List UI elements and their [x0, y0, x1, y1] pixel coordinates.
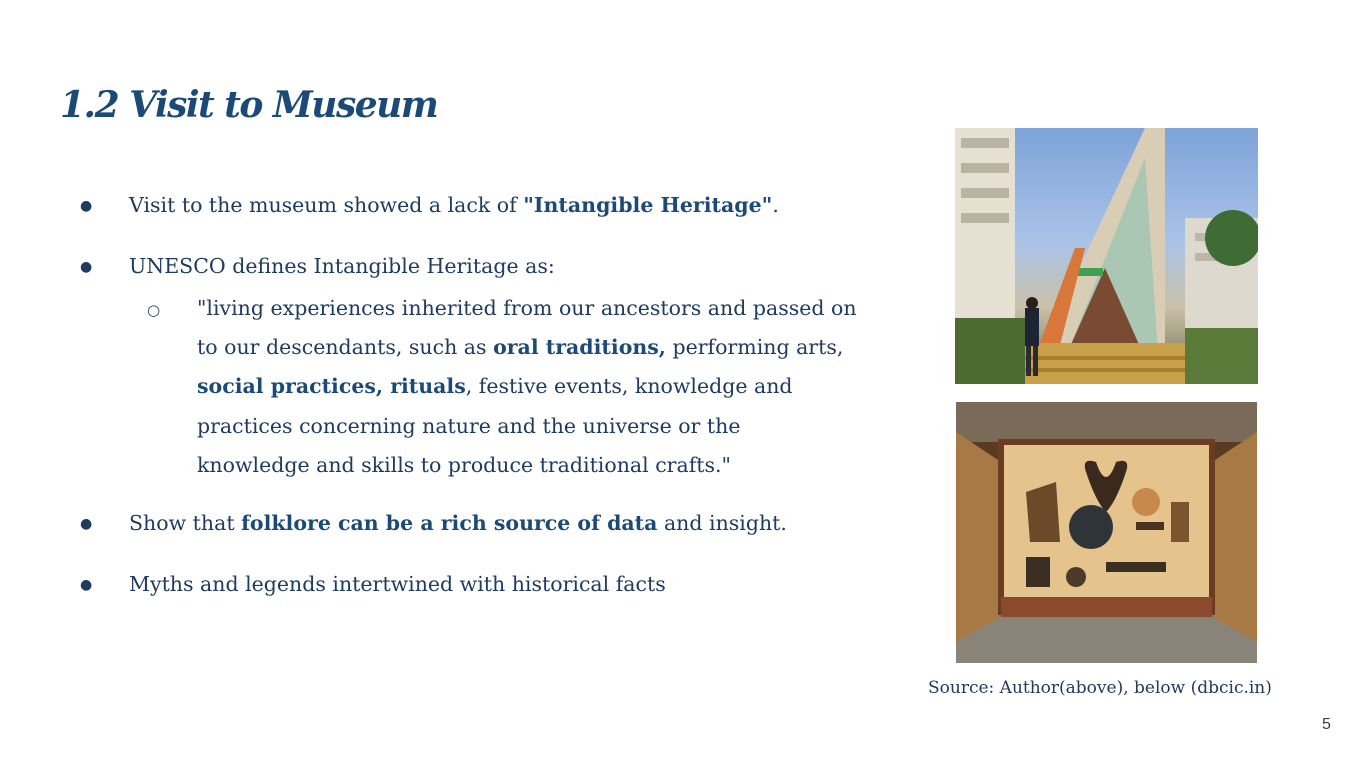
bullet-marker: ● [80, 259, 93, 275]
bullet-marker: ● [80, 577, 93, 594]
page-number: 5 [1322, 716, 1331, 733]
sub-bullet-item [147, 289, 880, 485]
sub-bullet-text: "living experiences inherited from our ancestors and passed on to our descendants, such as oral traditions, performing arts, social practices, rituals, festive events, knowledge and practices concerning nature and the universe or the knowledge and skills to produce traditional crafts." [197, 296, 857, 477]
bullet-item [80, 186, 880, 228]
bullet-marker: ● [80, 516, 93, 533]
bullet-item [80, 565, 880, 607]
image-source-caption: Source: Author(above), below (dbcic.in) [928, 678, 1272, 698]
museum-display-case-illustration [956, 402, 1257, 663]
slide-title: 1.2 Visit to Museum [60, 84, 438, 126]
bullet-list [80, 186, 880, 626]
sub-bullet-marker: ○ [147, 301, 161, 319]
bullet-item [80, 504, 880, 546]
bullet-text: UNESCO defines Intangible Heritage as: [129, 254, 555, 278]
museum-exterior-illustration [955, 128, 1258, 384]
museum-display-case-photo [956, 402, 1257, 663]
museum-exterior-photo [955, 128, 1258, 384]
bullet-text: Visit to the museum showed a lack of "Intangible Heritage". [129, 193, 779, 217]
bullet-text: Myths and legends intertwined with historical facts [129, 572, 666, 597]
bullet-marker: ● [80, 198, 93, 214]
bullet-item [80, 247, 880, 289]
bullet-text: Show that folklore can be a rich source of data and insight. [129, 511, 787, 536]
